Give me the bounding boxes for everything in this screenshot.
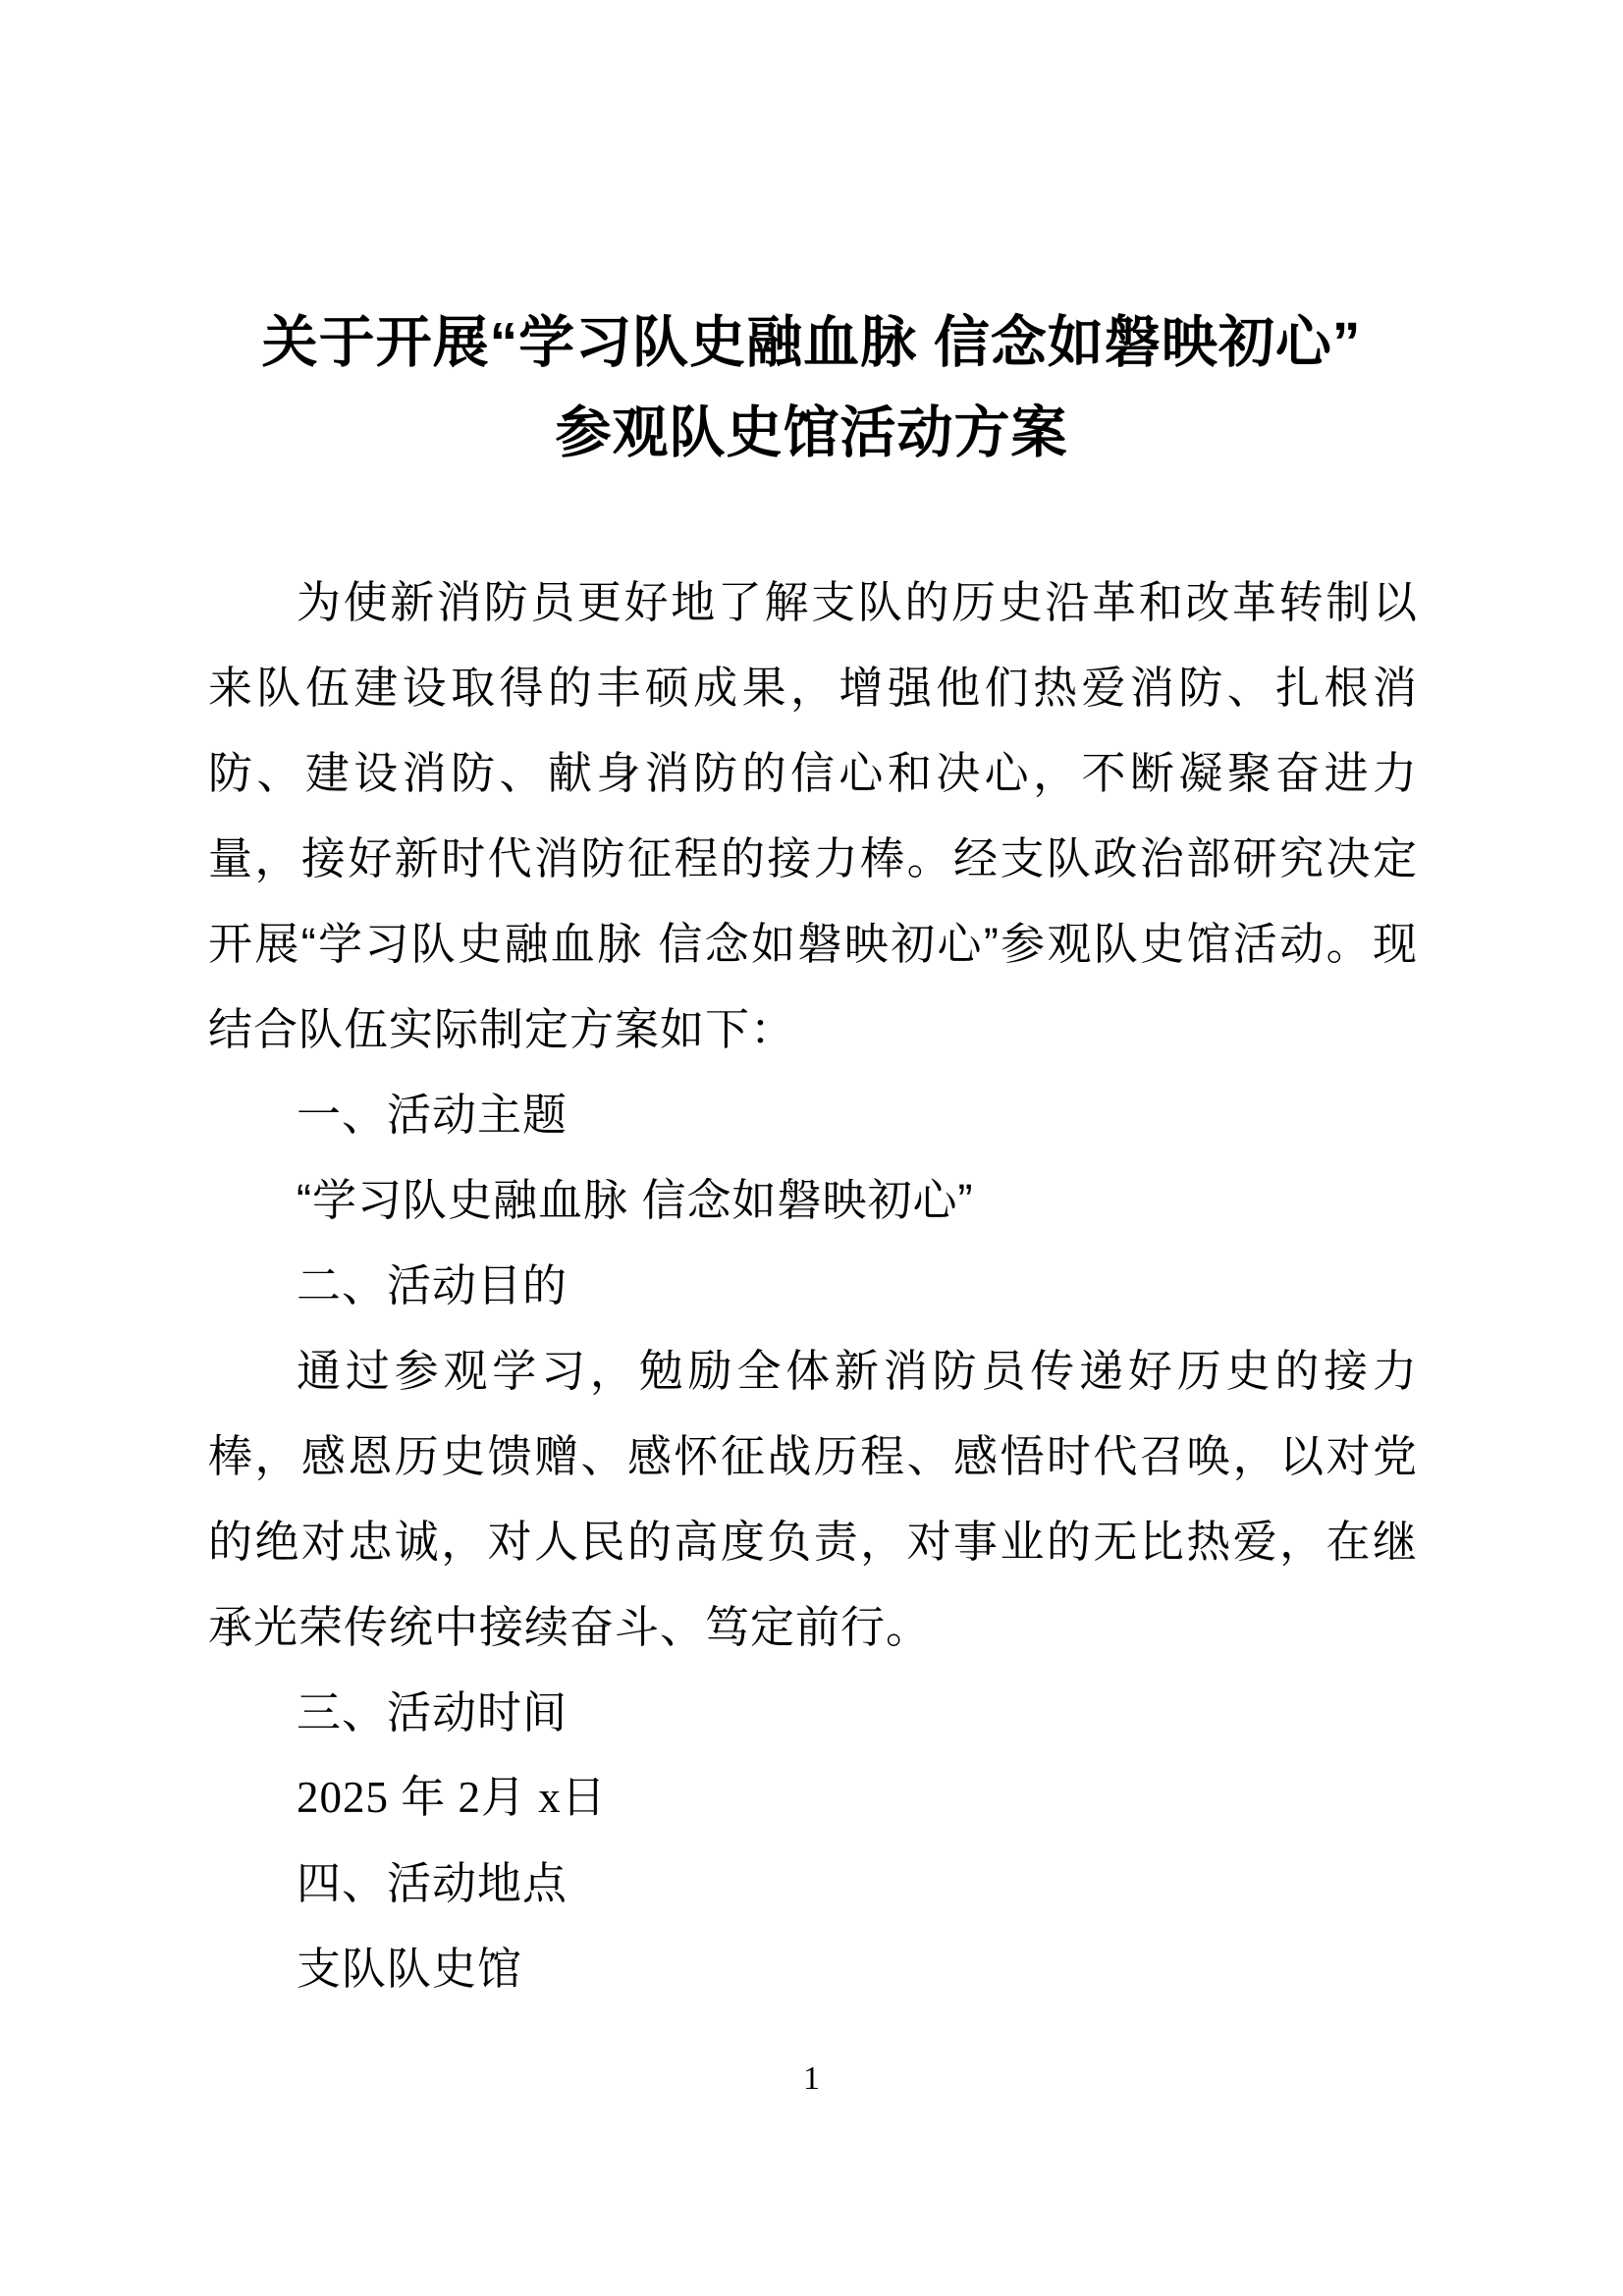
document-body [208,560,1418,2011]
page-number: 1 [803,2060,820,2097]
document-title-line1: 关于开展“学习队史融血脉 信念如磐映初心” [261,311,1362,374]
section-2-heading: 二、活动目的 [297,1260,568,1310]
section-4-content: 支队队史馆 [297,1944,523,1994]
section-3-heading: 三、活动时间 [297,1687,568,1737]
section-1-heading: 一、活动主题 [297,1090,568,1140]
document-title [0,297,1623,478]
section-2-content: 通过参观学习，勉励全体新消防员传递好历史的接力棒，感恩历史馈赠、感怀征战历程、感悟时代召唤，以对党的绝对忠诚，对人民的高度负责，对事业的无比热爱，在继承光荣传统中接续奋斗、笃定前行。 [208,1346,1418,1652]
document-title-line2: 参观队史馆活动方案 [555,401,1068,464]
intro-paragraph: 为使新消防员更好地了解支队的历史沿革和改革转制以来队伍建设取得的丰硕成果，增强他们热爱消防、扎根消防、建设消防、献身消防的信心和决心，不断凝聚奋进力量，接好新时代消防征程的接力棒。经支队政治部研究决定开展“学习队史融血脉 信念如磐映初心”参观队史馆活动。现结合队伍实际制定方案如下： [208,577,1418,1054]
section-3-content-date: 2025 年 2月 x日 [297,1773,607,1822]
section-1-content: “学习队史融血脉 信念如磐映初心” [297,1175,974,1225]
section-4-heading: 四、活动地点 [297,1858,568,1908]
